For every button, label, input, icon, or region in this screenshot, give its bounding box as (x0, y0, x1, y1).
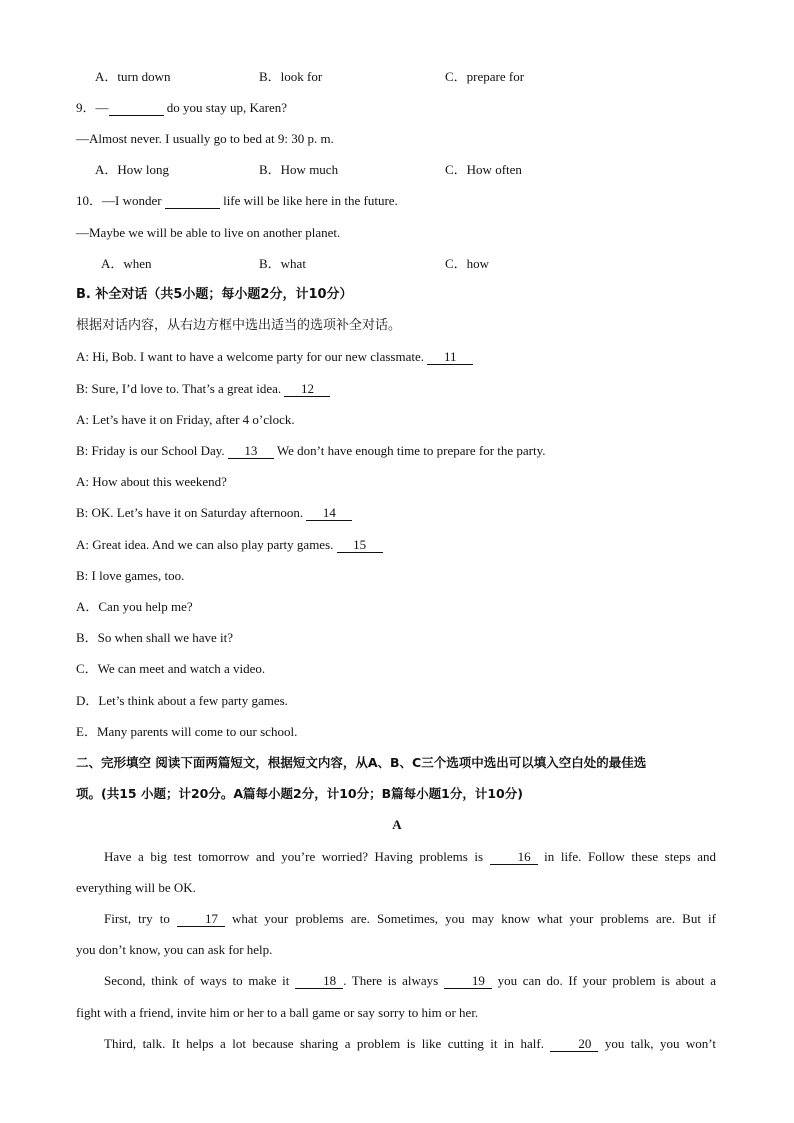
passage-text: Have a big test tomorrow and you’re worried? Having problems is (104, 849, 490, 864)
dialogue-blank-11: 11 (427, 350, 473, 365)
passage-text: Second, think of ways to make it (104, 973, 296, 988)
choice-item: E．Many parents will come to our school. (76, 724, 298, 739)
cloze-blank-19: 19 (444, 974, 492, 989)
q9-option-b: B．How much (259, 162, 339, 177)
cloze-blank-17: 17 (177, 912, 225, 927)
q10-suffix: life will be like here in the future. (219, 193, 398, 208)
choice-item: C．We can meet and watch a video. (76, 661, 266, 676)
q9-prefix: 9．— (76, 100, 109, 115)
part2-heading-line1: 二、完形填空 阅读下面两篇短文，根据短文内容，从A、B、C三个选项中选出可以填入空白处的最佳选 (76, 755, 647, 770)
cloze-blank-20: 20 (550, 1037, 598, 1052)
q9-options (0, 162, 794, 178)
passage-title: A (392, 817, 402, 832)
q9-stem (76, 100, 287, 116)
passage-text: in life. Follow these steps and (537, 849, 716, 864)
passage-line: fight with a friend, invite him or her to a ball game or say sorry to him or her. (76, 1005, 479, 1020)
q10-options (0, 256, 794, 272)
passage-line (76, 911, 716, 927)
passage-line (76, 849, 716, 865)
section-b-instruction: 根据对话内容，从右边方框中选出适当的选项补全对话。 (76, 318, 402, 333)
dialogue-line (76, 505, 352, 521)
q9-blank (109, 101, 164, 116)
choice-item: B．So when shall we have it? (76, 630, 234, 645)
q10-option-c: C．how (445, 256, 490, 271)
cloze-blank-16: 16 (490, 850, 538, 865)
dialogue-text: B: Sure, I’d love to. That’s a great idea. (76, 381, 285, 396)
passage-line: everything will be OK. (76, 880, 196, 895)
section-b-heading: B. 补全对话（共5小题；每小题2分，计10分） (76, 287, 353, 302)
dialogue-blank-14: 14 (306, 506, 352, 521)
q10-stem (76, 193, 398, 209)
dialogue-line: A: How about this weekend? (76, 474, 227, 489)
q9-suffix: do you stay up, Karen? (163, 100, 287, 115)
dialogue-blank-12: 12 (284, 382, 330, 397)
q8-options (0, 69, 794, 85)
passage-line (76, 973, 716, 989)
q10-option-a: A．when (101, 256, 152, 271)
dialogue-blank-15: 15 (337, 538, 383, 553)
q9-answer-line: —Almost never. I usually go to bed at 9: 30 p. m. (76, 131, 334, 146)
dialogue-line (76, 349, 473, 365)
q10-blank (165, 194, 220, 209)
passage-text: you talk, you won’t (598, 1036, 716, 1051)
q10-option-b: B．what (259, 256, 306, 271)
passage-line (76, 1036, 716, 1052)
dialogue-text: B: Friday is our School Day. (76, 443, 228, 458)
part2-heading-line2: 项。(共15 小题；计20分。A篇每小题2分，计10分；B篇每小题1分，计10分) (76, 786, 523, 801)
dialogue-line (76, 443, 546, 459)
q10-answer-line: —Maybe we will be able to live on another planet. (76, 225, 341, 240)
passage-text: Third, talk. It helps a lot because sharing a problem is like cutting it in half. (104, 1036, 551, 1051)
dialogue-line: B: I love games, too. (76, 568, 185, 583)
dialogue-text: B: OK. Let’s have it on Saturday afternoon. (76, 505, 307, 520)
dialogue-text: A: Hi, Bob. I want to have a welcome party for our new classmate. (76, 349, 428, 364)
dialogue-line (76, 537, 383, 553)
dialogue-line (76, 381, 330, 397)
passage-text: you can do. If your problem is about a (491, 973, 716, 988)
q8-option-a: A．turn down (95, 69, 171, 84)
passage-line: you don’t know, you can ask for help. (76, 942, 273, 957)
dialogue-text: A: Great idea. And we can also play party games. (76, 537, 337, 552)
choice-item: A．Can you help me? (76, 599, 193, 614)
choice-item: D．Let’s think about a few party games. (76, 693, 288, 708)
passage-text: . There is always (343, 973, 444, 988)
q8-option-c: C．prepare for (445, 69, 525, 84)
passage-text: First, try to (104, 911, 177, 926)
dialogue-text-after: We don’t have enough time to prepare for the party. (273, 443, 546, 458)
passage-text: what your problems are. Sometimes, you may know what your problems are. But if (224, 911, 716, 926)
q9-option-a: A．How long (95, 162, 170, 177)
cloze-blank-18: 18 (295, 974, 343, 989)
q8-option-b: B．look for (259, 69, 323, 84)
q10-prefix: 10．—I wonder (76, 193, 165, 208)
q9-option-c: C．How often (445, 162, 522, 177)
dialogue-line: A: Let’s have it on Friday, after 4 o’clock. (76, 412, 295, 427)
dialogue-blank-13: 13 (228, 444, 274, 459)
